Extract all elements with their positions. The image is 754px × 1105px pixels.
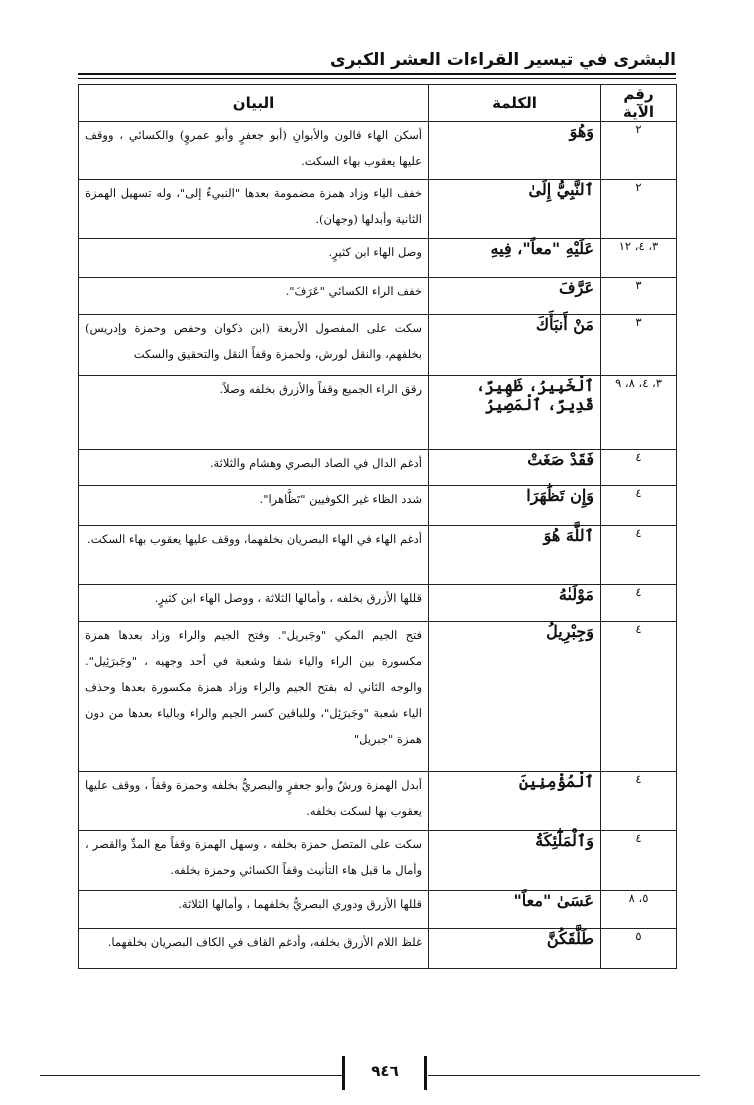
table-row: [79, 180, 677, 239]
page-title: البشرى في تيسير القراءات العشر الكبرى: [330, 50, 676, 70]
reading-explanation: أبدل الهمزة ورشٌ وأبو جعفرٍ والبصريُّ بخلفه وحمزة وقفاً ، ووقف عليها يعقوب بها لسكت بخلفه.: [79, 772, 429, 831]
quran-word: ٱلْمُؤْمِنِينَ: [429, 772, 601, 831]
reading-explanation: أسكن الهاء قالون والأبوانِ (أبو جعفرٍ وأبو عمروٍ) والكسائي ، ووقف عليها يعقوب بهاء السكت.: [79, 122, 429, 180]
quran-word: فَقَدْ صَغَتْ: [429, 450, 601, 486]
reading-explanation: قللها الأزرق ودوري البصريُّ بخلفهما ، وأمالها الثلاثة.: [79, 891, 429, 929]
quran-word: عَلَيْهِ "معاً"، فِيهِ: [429, 239, 601, 278]
footer-bar-left: [342, 1056, 345, 1090]
quran-word: وَإِن تَظَٰهَرَا: [429, 486, 601, 526]
table-row: [79, 622, 677, 772]
table-row: [79, 239, 677, 278]
table-row: [79, 278, 677, 315]
table-header-row: [79, 85, 677, 122]
ayah-number: ٤: [601, 772, 677, 831]
table-row: [79, 122, 677, 180]
ayah-number: ٤: [601, 831, 677, 891]
reading-explanation: شدد الظاء غير الكوفيين "تَظَّاهرا".: [79, 486, 429, 526]
reading-explanation: سكت على المفصول الأربعة (ابن ذكوان وحفص وحمزة وإدريس) بخلفهم، والنقل لورش، ولحمزة وقفاً النقل والتحقيق والسكت: [79, 315, 429, 376]
table-row: [79, 315, 677, 376]
table-row: [79, 831, 677, 891]
column-header-word: الكلمة: [429, 85, 601, 122]
quran-word: عَسَىٰ "معاً": [429, 891, 601, 929]
table-row: [79, 891, 677, 929]
quran-word: عَرَّفَ: [429, 278, 601, 315]
quran-word: وَهُوَ: [429, 122, 601, 180]
reading-explanation: سكت على المتصل حمزة بخلفه ، وسهل الهمزة وقفاً مع المدِّ والقصر ، وأمال ما قبل هاء التأنيث وقفاً الكسائي وحمزة بخلفه.: [79, 831, 429, 891]
reading-explanation: خفف الراء الكسائي "عَرَفَ".: [79, 278, 429, 315]
footer-rule-left: [40, 1075, 342, 1076]
footer-rule-right: [428, 1075, 700, 1076]
table-row: [79, 450, 677, 486]
reading-explanation: وصل الهاء ابن كثيرٍ.: [79, 239, 429, 278]
reading-explanation: رقق الراء الجميع وقفاً والأزرق بخلفه وصلاً.: [79, 376, 429, 450]
quran-word: طَلَّقَكُنَّ: [429, 929, 601, 969]
readings-table: [78, 84, 677, 969]
ayah-number: ٣، ٤، ١٢: [601, 239, 677, 278]
column-header-ayah: رقم الآية: [601, 85, 677, 122]
page-footer: [0, 1056, 754, 1096]
page-header: [78, 48, 676, 74]
table-row: [79, 772, 677, 831]
table-row: [79, 929, 677, 969]
reading-explanation: أدغم الهاء في الهاء البصريان بخلفهما، ووقف عليها يعقوب بهاء السكت.: [79, 526, 429, 585]
ayah-number: ٣، ٤، ٨، ٩: [601, 376, 677, 450]
ayah-number: ٣: [601, 315, 677, 376]
header-rule-thin: [78, 78, 676, 79]
quran-word: وَجِبْرِيلُ: [429, 622, 601, 772]
quran-word: ٱلْخَبِيرُ، ظَهِيرٌ، قَدِيرٌ، ٱلْمَصِيرُ: [429, 376, 601, 450]
reading-explanation: قللها الأزرق بخلفه ، وأمالها الثلاثة ، ووصل الهاء ابن كثيرٍ.: [79, 585, 429, 622]
ayah-number: ٤: [601, 486, 677, 526]
reading-explanation: فتح الجيم المكي "وجَبريل". وفتح الجيم والراء وزاد بعدها همزة مكسورة بين الراء والياء شفا وشعبة في أحد وجهيه ، "وجَبرَئِيل". والوجه الثاني له بفتح الجيم والراء وزاد همزة مكسورة بعدها وحذف الياء شعبة "وجَبرَئِل"، وللباقين كسر الجيم والراء وبالياء بعدها من دون همزة "جبريل": [79, 622, 429, 772]
table-row: [79, 526, 677, 585]
reading-explanation: خفف الياء وزاد همزة مضمومة بعدها "النبيءُ إلى"، وله تسهيل الهمزة الثانية وأبدلها (وجهان).: [79, 180, 429, 239]
header-rule-thick: [78, 73, 676, 75]
ayah-number: ٣: [601, 278, 677, 315]
page-number: ٩٤٦: [371, 1062, 399, 1080]
ayah-number: ٢: [601, 180, 677, 239]
ayah-number: ٢: [601, 122, 677, 180]
reading-explanation: أدغم الدال في الصاد البصري وهشام والثلاثة.: [79, 450, 429, 486]
footer-bar-right: [424, 1056, 427, 1090]
column-header-explanation: البيان: [79, 85, 429, 122]
quran-word: مَوْلَىٰهُ: [429, 585, 601, 622]
table-row: [79, 486, 677, 526]
ayah-number: ٤: [601, 526, 677, 585]
ayah-number: ٤: [601, 450, 677, 486]
table-row: [79, 585, 677, 622]
table-row: [79, 376, 677, 450]
quran-word: مَنْ أَنبَأَكَ: [429, 315, 601, 376]
ayah-number: ٤: [601, 585, 677, 622]
ayah-number: ٤: [601, 622, 677, 772]
quran-word: ٱلنَّبِيُّ إِلَىٰ: [429, 180, 601, 239]
quran-word: وَٱلْمَلَٰٓئِكَةُ: [429, 831, 601, 891]
ayah-number: ٥، ٨: [601, 891, 677, 929]
quran-word: ٱللَّهَ هُوَ: [429, 526, 601, 585]
ayah-number: ٥: [601, 929, 677, 969]
reading-explanation: غلظ اللام الأزرق بخلفه، وأدغم القاف في الكاف البصريان بخلفهما.: [79, 929, 429, 969]
